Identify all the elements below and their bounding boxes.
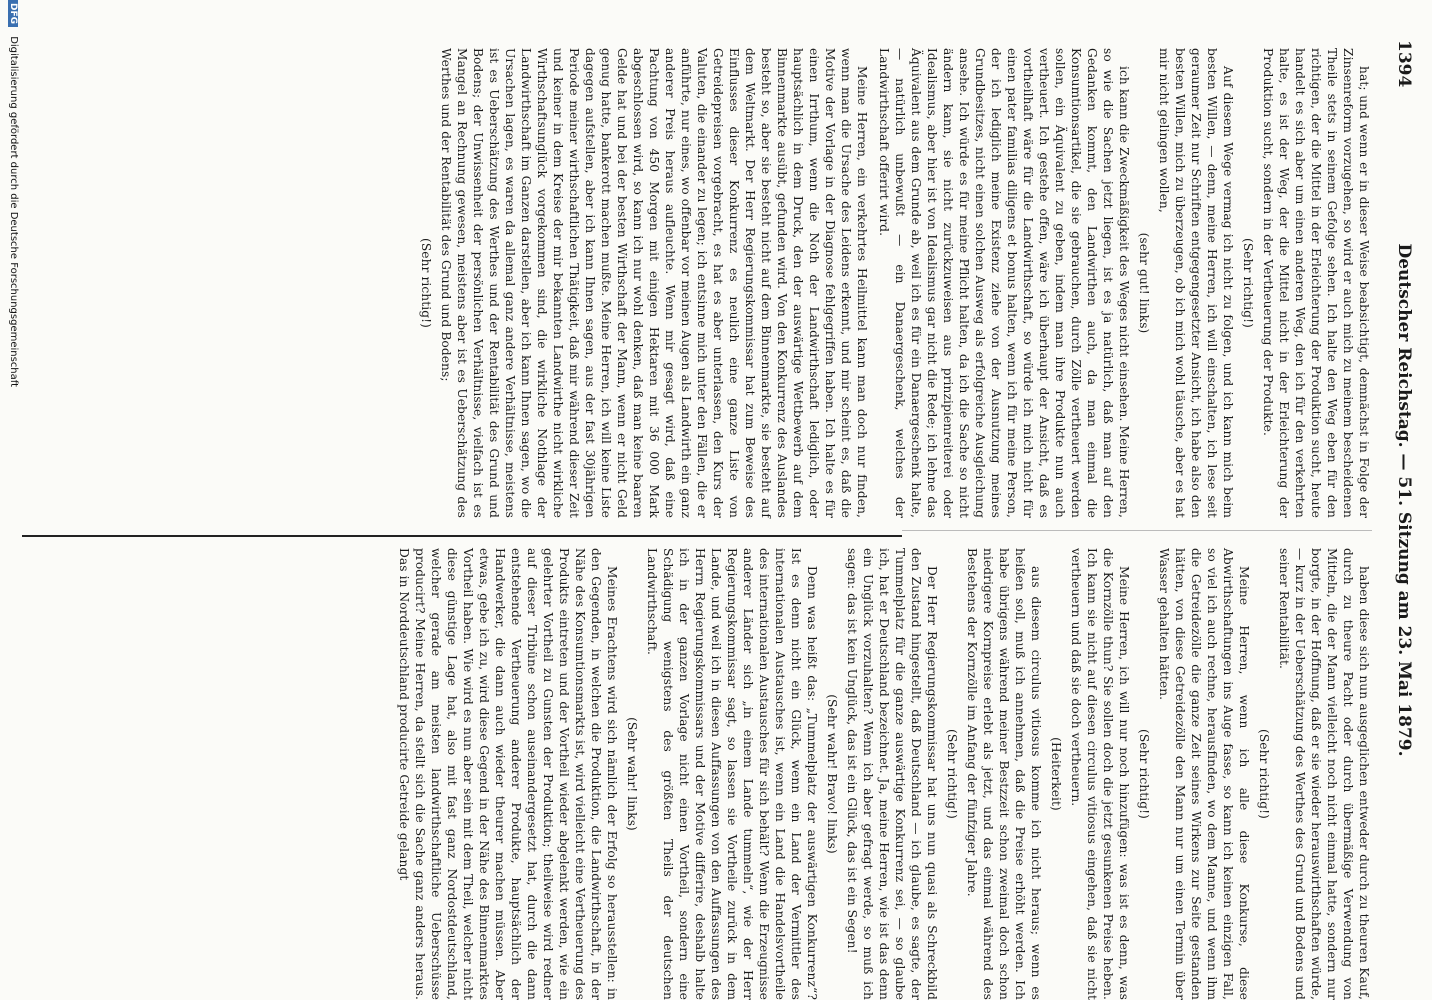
paragraph: aus diesem circulus vitiosus komme ich nicht heraus; wenn es heißen soll, muß ich annehmen, daß die Preise erhöht werden. Ich habe übrigens während meiner Bestzzeit schon zweimal doch schon niedrigere Kornpreise erlebt als jetzt, und das einmal während des Bestehens der Kornzölle im Anfang der fünfziger Jahre.	[965, 548, 1043, 1000]
left-column	[414, 48, 1372, 518]
paragraph: haben diese sich nun ausgeglichen entweder durch zu theuren Kauf, durch zu theure Pacht oder durch übermäßige Verwendung von Mitteln, die der Mann vielleicht noch nicht einmal hatte, sondern nur borgte, in der Hoffnung, daß er sie wieder herauswirthschaften würde, — kurz in der Ueberschätzung des Werthes des Grund und Bodens und seiner Rentabilität.	[1277, 548, 1371, 1000]
interjection: (Sehr richtig!)	[945, 728, 959, 819]
page-number: 1394	[1394, 40, 1414, 88]
paragraph: Denn was heißt das: „Tummelplatz der auswärtigen Konkurrenz“? Ist es denn nicht ein Glück, wenn ein Land der Vermittler des internationalen Austausches ist, wenn ein Land die Handelsvortheile des internationalen Austausches für sich behält? Wenn die Erzeugnisse anderer Länder sich „in einem Lande tummeln“, wie der Herr Regierungskommissar sagt, so lassen sie Vortheile zurück in dem Lande, und weil ich in diesen Auffassungen von den Auffassungen des Herrn Regierungskommissars und der Motive differire, deshalb halte ich in der ganzen Vorlage nicht einen Vortheil, sondern eine Schädigung wenigstens des größten Theils der deutschen Landwirthschaft.	[645, 548, 819, 1000]
interjection: (Heiterkeit)	[1049, 737, 1063, 811]
interjection: (Sehr richtig!)	[1241, 237, 1255, 328]
right-column	[396, 548, 1372, 1000]
column-divider	[22, 535, 902, 537]
paragraph: Meine Herren, wenn ich alle diese Konkurse, diese Abwirthschaftungen ins Auge fasse, so kann ich keinen einzigen Fall, so viel ich auch rechne, herausfinden, wo dem Manne, und wenn ihm die Getreidezölle die ganze Zeit seines Wirkens zur Seite gestanden hätten, von diese Getreidezölle den Mann nur um einen Termin über Wasser gehalten hätten.	[1157, 548, 1251, 1000]
column-divider-upper	[902, 530, 1372, 531]
paragraph: ich kann die Zweckmäßigkeit des Weges nicht einsehen. Meine Herren, so wie die Sachen jetzt liegen, ist es ja natürlich, daß man auf den Gedanken kommt, den Landwirthen auch, da man einmal die Konsumtionsartikel, die sie gebrauchen, durch Zölle vertheuert werden sollen, ein Äquivalent zu geben, indem man ihre Produkte nun auch vertheuert. Ich gestehe offen, wäre ich überhaupt der Ansicht, daß es vortheilhaft wäre für die Landwirthschaft, so würde ich mich nicht für einen pater familias diligens et bonus halten, wenn ich für meine Person, der ich lediglich meine Existenz ziehe von der Ausnutzung meines Grundbesitzes, nicht einen solchen Ausweg als erfolgreiche Ausgleichung ansehe. Ich würde es für meine Pflicht halten, da ich die Sache so nicht ändern kann, sie nicht zurückzuweisen aus prinzipienreiterei oder Idealismus, aber hier ist von Idealismus gar nicht die Rede; ich lehne das Äquivalent aus dem Grunde ab, weil ich es für ein Danaergeschenk halte, — natürlich unbewußt — ein Danaergeschenk, welches der Landwirthschaft offerirt wird.	[877, 48, 1131, 518]
paragraph: Meine Herren, ein verkehrtes Heilmittel kann man doch nur finden, wenn man die Ursache des Leidens erkennt, und mir scheint es, daß die Motive der Vorlage in der Diagnose fehlgegriffen haben. Ich halte es für einen Irrthum, wenn die Noth der Landwirthschaft lediglich, oder hauptsächlich in dem Druck, den der auswärtige Wettbewerb auf dem Binnenmarkte ausübt, gefunden wird. Von den Konkurrenz des Auslandes besteht so, aber sie besteht nicht auf dem Binnenmarkte, sie besteht auf dem Weltmarkt. Der Herr Regierungskommissar hat zum Beweise des Einflusses dieser Konkurrenz es neulich eine ganze Liste von Getreidepreisen vorgebracht, es hat es aber unterlassen, den Kurs der Valuten, die einander zu legen; ich entsinne mich unter den Fällen, die er anführte, nur eines, wo offenbar vor meinen Augen als Landwirth ein ganz anderer Preis heraus aufleuchte. Wenn mir gesagt wird, daß eine Pachtung von 450 Morgen mit einigen Hektaren mit 36 000 Mark abgeschlossen wird, so kann ich nur wohl denken, daß man keine baaren Gelde hat und bei der besten Wirthschaft der Mann, wenn er nicht Geld genug hatte, bankerott machen mußte. Meine Herren, ich will keine Liste dagegen aufstellen, aber ich kann Ihnen sagen, aus der fast 30jährigen Periode meiner wirthschaftlichen Thätigkeit, daß mir während dieser Zeit und keiner in dem Kreise der mir bekannten Landwirthe nicht wirkliche Wirthschaftsunglück vorgekommen sind, die wirkliche Nothlage der Landwirthschaft im Ganzen darstellen, aber ich kann Ihnen sagen, wo die Ursachen lagen, es waren da allemal ganz andere Verhältnisse, meistens ist es Ueberschätzung des Werthes und der Rentabilität des Grund und Bodens; der Unwissenheit der persönlichen Verhältnisse, vielfach ist es Mangel an Rechnung gewesen, meistens aber ist es Ueberschätzung des Werthes und der Rentabilität des Grund und Bodens;	[439, 48, 869, 518]
page-title: Deutscher Reichstag. — 51. Sitzung am 23. Mai 1879.	[1394, 243, 1414, 757]
interjection: (Sehr richtig!)	[419, 237, 433, 328]
funding-note: Digitalisierung gefördert durch die Deutsche Forschungsgemeinschaft	[8, 36, 19, 388]
interjection: (Sehr wahr! Bravo! links)	[825, 694, 839, 854]
page-header	[1384, 0, 1414, 1000]
footer	[8, 0, 19, 1000]
dfg-logo: DFG	[8, 0, 18, 27]
paragraph: Der Herr Regierungskommissar hat uns nun quasi als Schreckbild den Zustand hingestellt, daß Deutschland — ich glaube, es sagte, der Tummelplatz für die ganze auswärtige Konkurrenz sei, — so glaube ich, hat er Deutschland bezeichnet. Ja, meine Herren, wie ist das denn ein Unglück vorzuhalten? Wenn ich aber gefragt werde, so muß ich sagen: das ist kein Unglück, das ist ein Glück, das ist ein Segen!	[845, 548, 939, 1000]
paragraph: Meine Herren, ich will nur noch hinzufügen: was ist es denn, was die Kornzölle thun? Sie sollen doch die jetzt gesunkenen Preise heben. Ich kann sie nicht auf diesen circulus vitiosus eingehen, daß sie nicht vertheuern und daß sie doch vertheuern.	[1069, 548, 1131, 1000]
paragraph: Auf diesem Wege vermag ich nicht zu folgen, und ich kann mich beim besten Willen, — denn, meine Herren, ich will einschalten, ich lese seit geraumer Zeit nur Schriften entgegengesetzter Ansicht, ich habe also den besten Willen, mich zu überzeugen, ob ich mich wohl täusche, aber es hat mir nicht gelingen wollen,	[1157, 48, 1235, 518]
paragraph: hat; und wenn er in dieser Weise beabsichtigt, demnächst in Folge der Zinsenreform vorzugehen, so wird er auch mich zu meinem bescheidenen Theile stets in seinem Gefolge sehen. Ich halte den Weg eben für den richtigen, der die Mittel in der Erleichterung der Produktion sucht, heute handelt es sich aber um einen anderen Weg, den ich für den verkehrten halte, es ist der Weg, der die Mittel nicht in der Erleichterung der Produktion sucht, sondern in der Vertheuerung der Produkte.	[1261, 48, 1371, 518]
interjection: (Sehr richtig!)	[1137, 728, 1151, 819]
interjection: (Sehr richtig!)	[1257, 728, 1271, 819]
interjection: (Sehr wahr! links)	[625, 717, 639, 831]
interjection: (sehr gut! links)	[1137, 232, 1151, 334]
paragraph: Meines Erachtens wird sich nämlich der Erfolg so herausstellen: in den Gegenden, in welchen die Produktion, die Landwirthschaft, in der Nähe des Konsumtionsmarkts ist, wird vielleicht eine Vertheuerung des Produkts eintreten und der Vortheil wieder abgelenkt werden, wie ein gelehrter Vortheil zu Gunsten der Produktion; theilweise wird redner auf dieser Tribüne schon auseinandergesetzt hat, durch die dann entstehende Vertheuerung anderer Produkte, hauptsächlich der Handwerker, die dann auch wieder theurer machen müssen. Aber etwas, gebe ich zu, wird diese Gegend in der Nähe des Binnenmarktes Vortheil haben. Wie wird es nun aber sein mit dem Theil, welcher nicht diese günstige Lage hat, also mit fast ganz Nordostdeutschland, welcher gerade am meisten landwirthschaftliche Ueberschüsse producirt? Meine Herren, da stellt sich die Sache ganz anders heraus. Das in Norddeutschland producirte Getreide gelangt	[397, 548, 619, 1000]
